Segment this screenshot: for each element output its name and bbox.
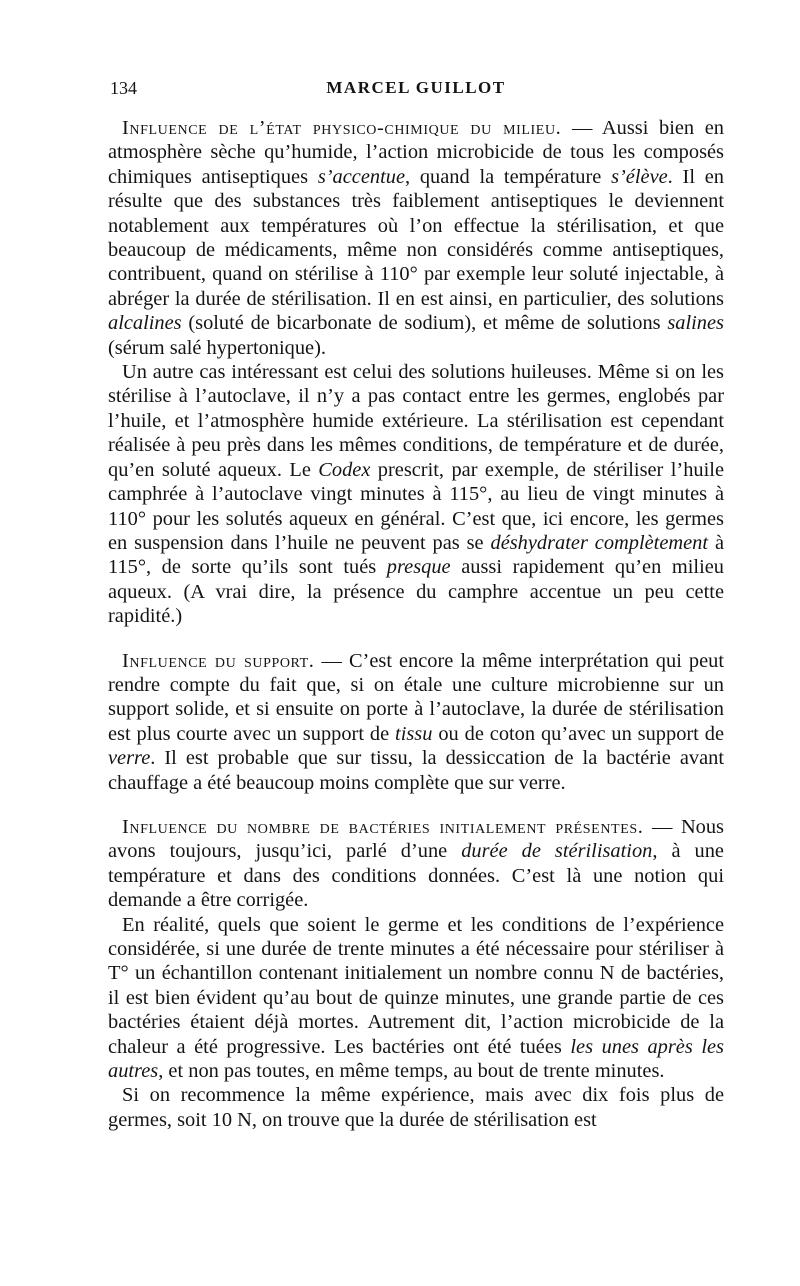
italic-text: durée de stérilisation — [461, 840, 653, 863]
italic-text: déshydrater complètement — [490, 531, 709, 554]
section-heading: Influence du support. — [122, 649, 315, 672]
text-run: , et non pas toutes, en même temps, au bout de trente minutes. — [158, 1060, 665, 1083]
paragraph — [108, 116, 724, 360]
italic-text: s’accentue — [317, 165, 405, 188]
text-run: Si on recommence la même expérience, mais avec dix fois plus de germes, soit 10 N, on trouve que la durée de stérilisation est — [108, 1084, 724, 1131]
text-run: (soluté de bicarbonate de sodium), et même de solutions — [181, 312, 668, 335]
italic-text: salines — [667, 312, 724, 335]
text-run: aussi rapidement qu’en milieu aqueux. (A vrai dire, la présence du camphre accentue un peu cette rapidité.) — [108, 556, 724, 628]
paragraph — [108, 360, 724, 628]
heading-dash: — — [561, 117, 602, 139]
page-number: 134 — [110, 78, 137, 98]
text-run: Aussi bien en atmosphère sèche qu’humide, l’action microbicide de tous les composés chimiques antiseptiques — [108, 117, 724, 188]
running-head: MARCEL GUILLOT — [326, 78, 506, 97]
text-run: à 115°, de sorte qu’ils sont tués — [108, 531, 724, 579]
text-run: . Il est probable que sur tissu, la dessiccation de la bactérie avant chauffage a été beaucoup moins complète que sur verre. — [108, 747, 724, 794]
italic-text: s’élève — [611, 165, 668, 188]
text-run: prescrit, par exemple, de stériliser l’huile camphrée à l’autoclave vingt minutes à 115°, au lieu de vingt minutes à 110° pour les solutés aqueux en général. C’est que, ici encore, les germes en suspension dans l’huile ne peuvent pas se — [108, 458, 724, 554]
page-body — [108, 116, 724, 1132]
italic-text: alcalines — [108, 312, 182, 335]
italic-text: tissu — [395, 722, 433, 745]
text-run: Nous avons toujours, jusqu’ici, parlé d’une — [108, 815, 724, 863]
page-header — [108, 76, 724, 102]
text-run: , quand la température — [405, 165, 612, 188]
italic-text: les unes après les autres — [108, 1035, 724, 1083]
heading-dash: — — [314, 649, 349, 672]
text-run: (sérum salé hypertonique). — [108, 336, 326, 359]
heading-dash: — — [643, 815, 681, 838]
italic-text: Codex — [318, 458, 371, 481]
text-run: ou de coton qu’avec un support de — [432, 722, 724, 745]
section-heading: Influence du nombre de bactéries initialement présentes. — [122, 815, 644, 838]
italic-text: presque — [386, 556, 451, 579]
paragraph — [108, 913, 724, 1084]
paragraph — [108, 1083, 724, 1132]
text-run: , à une température et dans des conditions données. C’est là une notion qui demande a être corrigée. — [108, 840, 724, 912]
text-run: . Il en résulte que des substances très faiblement antiseptiques le deviennent notablement aux températures où l’on effectue la stérilisation, et que beaucoup de médicaments, même non considérés comme antiseptiques, contribuent, quand on stérilise à 110° par exemple leur soluté injectable, à abréger la durée de stérilisation. Il en est ainsi, en particulier, des solutions — [108, 165, 724, 310]
text-run: C’est encore la même interprétation qui peut rendre compte du fait que, si on étale une culture microbienne sur un support solide, et si ensuite on porte à l’autoclave, la durée de stérilisation est plus courte avec un support de — [108, 649, 724, 745]
italic-text: verre — [108, 747, 151, 770]
section-heading: Influence de l’état physico-chimique du milieu. — [122, 117, 562, 139]
text-run: Un autre cas intéressant est celui des solutions huileuses. Même si on les stérilise à l’autoclave, il n’y a pas contact entre les germes, englobés par l’huile, et l’atmosphère humide extérieure. La stérilisation est cependant réalisée à peu près dans les mêmes conditions, de température et de durée, qu’en soluté aqueux. Le — [108, 361, 724, 481]
paragraph — [108, 649, 724, 795]
text-run: En réalité, quels que soient le germe et les conditions de l’expérience considérée, si une durée de trente minutes a été nécessaire pour stériliser à T° un échantillon contenant initialement un nombre connu N de bactéries, il est bien évident qu’au bout de quinze minutes, une grande partie de ces bactéries étaient déjà mortes. Autrement dit, l’action microbicide de la chaleur a été progressive. Les bactéries ont été tuées — [108, 913, 724, 1058]
paragraph — [108, 815, 724, 913]
